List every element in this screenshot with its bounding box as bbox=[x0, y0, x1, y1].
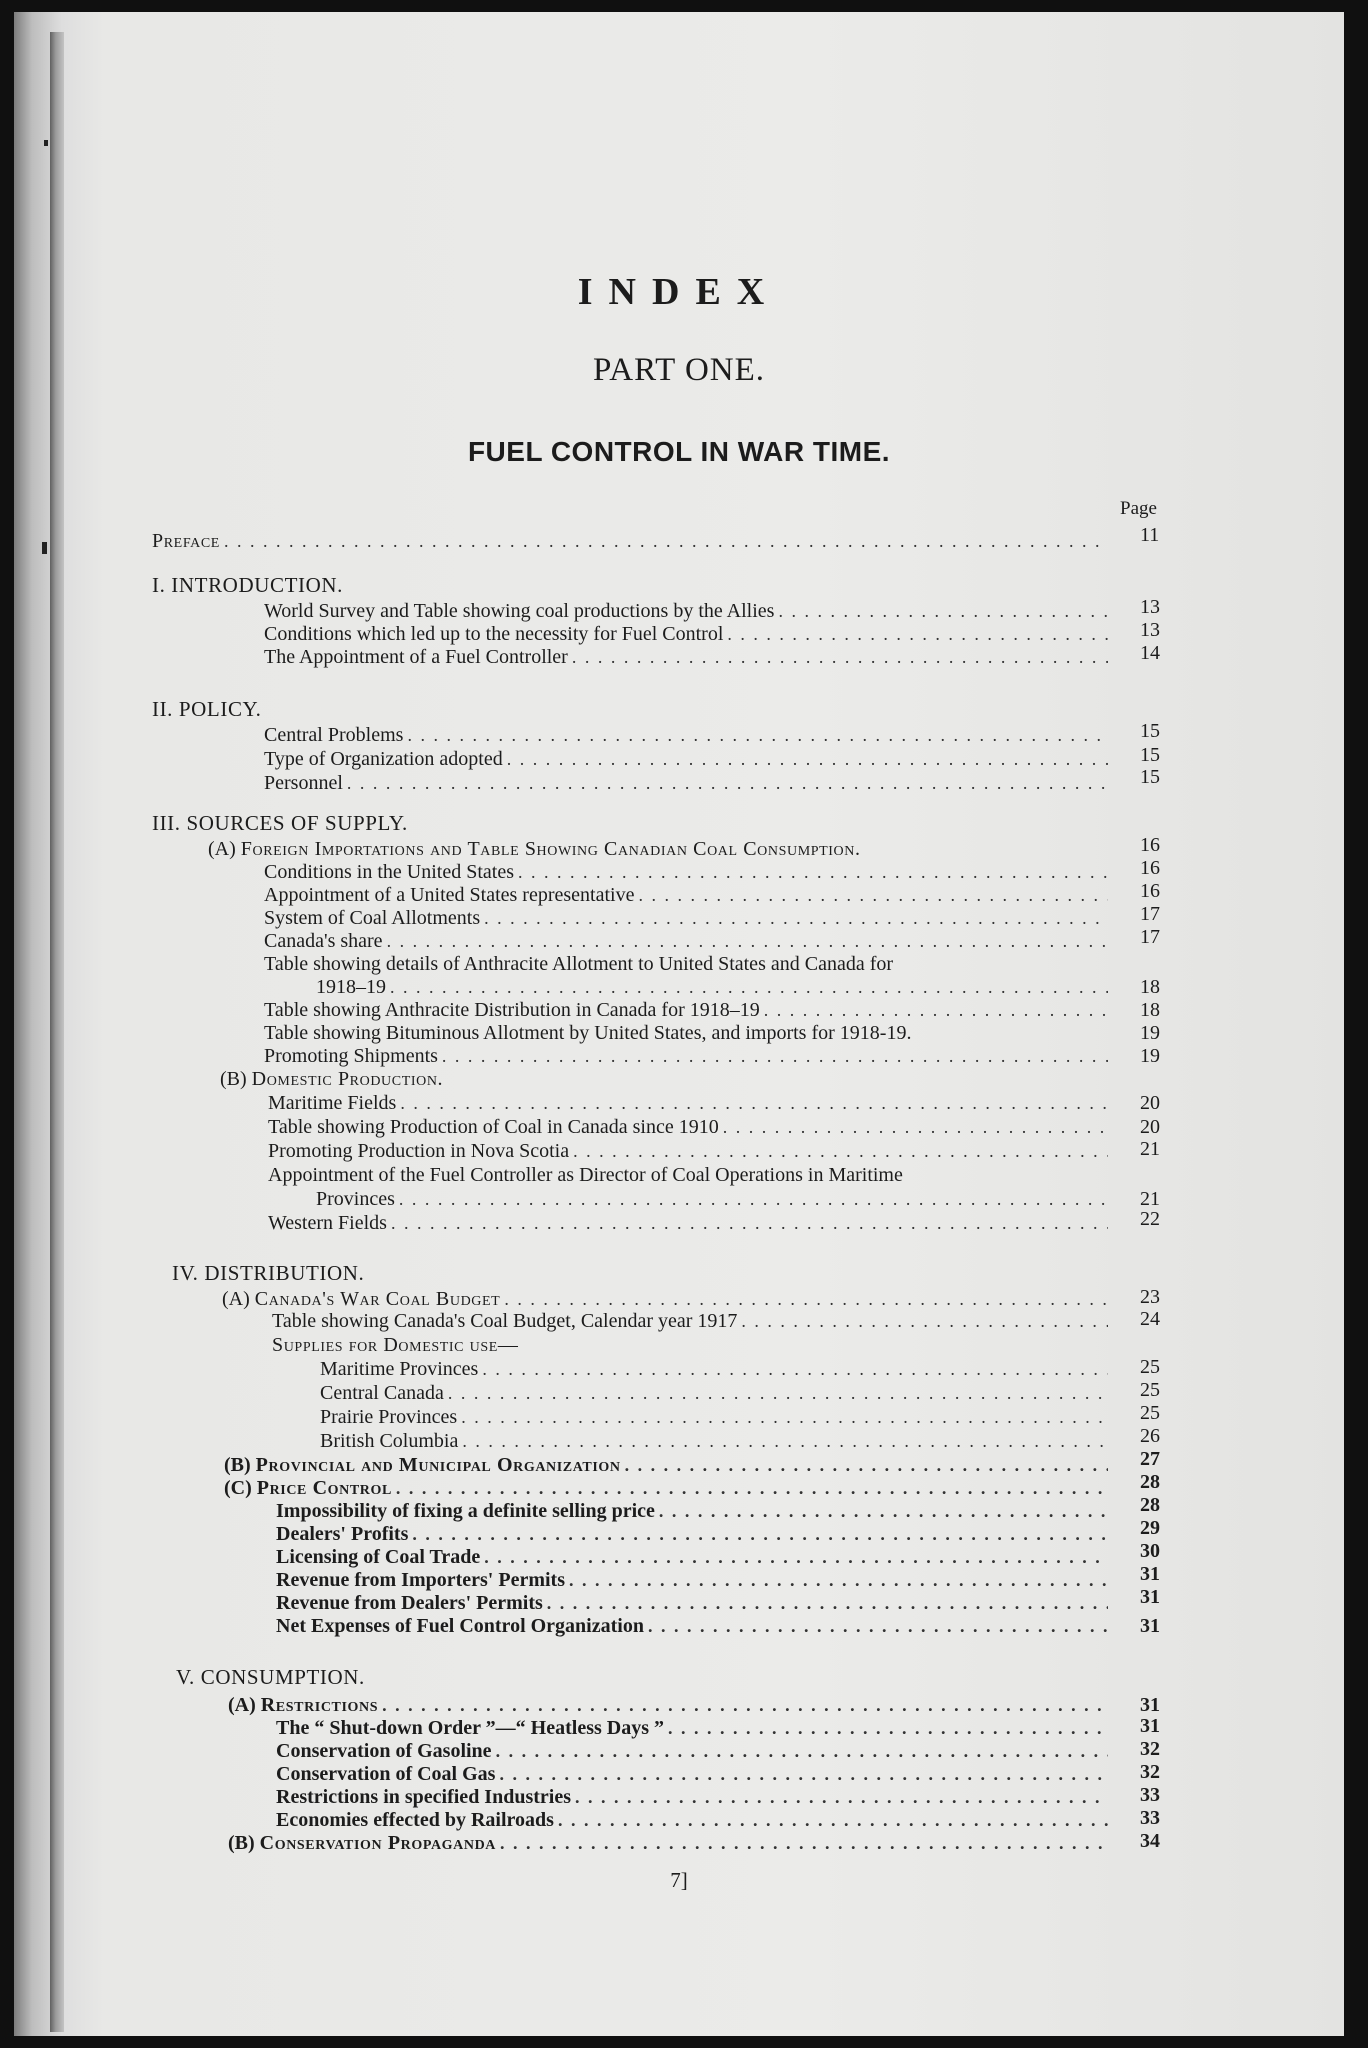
toc-subheading-label: Supplies for Domestic use— bbox=[272, 1334, 519, 1356]
leader-dots bbox=[572, 646, 1108, 668]
toc-entry[interactable] bbox=[320, 1406, 1112, 1428]
leader-dots bbox=[396, 1477, 1108, 1499]
toc-entry[interactable] bbox=[272, 1310, 1112, 1332]
leader-dots bbox=[569, 1569, 1108, 1591]
toc-entry-label: Type of Organization adopted bbox=[264, 748, 503, 770]
toc-page-number: 17 bbox=[1140, 903, 1160, 925]
toc-entry[interactable] bbox=[276, 1809, 1112, 1831]
leader-dots bbox=[484, 907, 1108, 929]
toc-entry-label: Conservation of Gasoline bbox=[276, 1740, 492, 1762]
subsection-prefix: (A) bbox=[228, 1694, 256, 1716]
leader-dots bbox=[482, 1358, 1108, 1380]
toc-entry[interactable] bbox=[268, 1164, 1128, 1186]
section-heading-consumption: V. CONSUMPTION. bbox=[176, 1665, 365, 1689]
leader-dots bbox=[723, 1116, 1108, 1138]
toc-subsection-foreign-importations[interactable] bbox=[208, 838, 1112, 860]
toc-page-number: 20 bbox=[1140, 1092, 1160, 1114]
toc-page-number: 26 bbox=[1140, 1425, 1160, 1447]
toc-entry-label: British Columbia bbox=[320, 1430, 459, 1452]
toc-page-number: 25 bbox=[1140, 1379, 1160, 1401]
toc-page-number: 34 bbox=[1140, 1830, 1160, 1852]
toc-entry-label: Table showing Bituminous Allotment by United States, and imports for 1918-19. bbox=[264, 1022, 912, 1044]
page-title: INDEX bbox=[577, 271, 781, 313]
toc-entry-label: The Appointment of a Fuel Controller bbox=[264, 646, 568, 668]
toc-entry[interactable] bbox=[264, 724, 1112, 746]
toc-entry-label: 1918–19 bbox=[316, 976, 386, 998]
toc-page-number: 15 bbox=[1140, 720, 1160, 742]
toc-entry-label: Promoting Shipments bbox=[264, 1045, 438, 1067]
toc-page-number: 32 bbox=[1140, 1738, 1160, 1760]
toc-entry-label: Restrictions bbox=[260, 1694, 379, 1716]
toc-subsection-conservation-propaganda[interactable] bbox=[228, 1832, 1112, 1854]
toc-page-number: 32 bbox=[1140, 1761, 1160, 1783]
toc-page-number: 13 bbox=[1140, 596, 1160, 618]
toc-entry-label: Personnel bbox=[264, 772, 343, 794]
leader-dots bbox=[461, 1406, 1108, 1428]
toc-entry[interactable] bbox=[268, 1212, 1112, 1234]
toc-entry[interactable] bbox=[264, 772, 1112, 794]
toc-entry-label: Western Fields bbox=[268, 1212, 387, 1234]
toc-entry-label: Revenue from Importers' Permits bbox=[276, 1569, 565, 1591]
toc-entry[interactable] bbox=[264, 884, 1112, 906]
toc-page-number: 23 bbox=[1140, 1286, 1160, 1308]
part-title: PART ONE. bbox=[592, 352, 766, 388]
toc-entry-label: Domestic Production. bbox=[251, 1068, 444, 1090]
leader-dots bbox=[518, 861, 1108, 883]
toc-entry-label: Licensing of Coal Trade bbox=[276, 1546, 481, 1568]
leader-dots bbox=[764, 999, 1108, 1021]
leader-dots bbox=[391, 1212, 1108, 1234]
toc-entry[interactable] bbox=[264, 861, 1112, 883]
toc-entry[interactable] bbox=[264, 999, 1112, 1021]
subsection-prefix: (A) bbox=[222, 1288, 250, 1310]
subsection-prefix: (B) bbox=[220, 1068, 247, 1090]
toc-entry-continuation[interactable] bbox=[316, 976, 1112, 998]
toc-subheading-supplies bbox=[272, 1334, 1112, 1356]
subsection-prefix: (A) bbox=[208, 838, 236, 860]
leader-dots bbox=[407, 724, 1108, 746]
toc-page-number: 19 bbox=[1140, 1045, 1160, 1067]
toc-entry[interactable] bbox=[264, 907, 1112, 929]
toc-entry[interactable] bbox=[264, 1022, 1124, 1044]
toc-entry[interactable] bbox=[264, 600, 1112, 622]
toc-page-number: 16 bbox=[1140, 834, 1160, 856]
leader-dots bbox=[496, 1740, 1108, 1762]
toc-entry-label: Maritime Provinces bbox=[320, 1358, 479, 1380]
toc-page-number: 27 bbox=[1140, 1448, 1160, 1470]
toc-page-number: 30 bbox=[1140, 1540, 1160, 1562]
toc-entry-label: Revenue from Dealers' Permits bbox=[276, 1592, 543, 1614]
toc-entry-label: Dealers' Profits bbox=[276, 1523, 409, 1545]
subsection-prefix: (B) bbox=[228, 1832, 255, 1854]
toc-entry-label: Conservation of Coal Gas bbox=[276, 1763, 496, 1785]
toc-page-number: 15 bbox=[1140, 766, 1160, 788]
toc-entry[interactable] bbox=[268, 1116, 1112, 1138]
toc-entry-label: The “ Shut-down Order ”—“ Heatless Days ” bbox=[276, 1717, 664, 1739]
toc-entry-continuation[interactable] bbox=[316, 1188, 1112, 1210]
subsection-prefix: (B) bbox=[224, 1454, 251, 1476]
toc-entry-label: Net Expenses of Fuel Control Organization bbox=[276, 1615, 644, 1637]
toc-entry-label: Preface bbox=[152, 530, 220, 552]
toc-subsection-price-control[interactable] bbox=[224, 1477, 1112, 1499]
leader-dots bbox=[224, 530, 1108, 552]
toc-entry-label: Appointment of a United States representative bbox=[264, 884, 635, 906]
leader-dots bbox=[625, 1454, 1108, 1476]
toc-entry[interactable] bbox=[264, 646, 1112, 668]
subsection-prefix: (C) bbox=[224, 1477, 252, 1499]
leader-dots bbox=[558, 1809, 1108, 1831]
toc-entry[interactable] bbox=[320, 1382, 1112, 1404]
leader-dots bbox=[499, 1763, 1108, 1785]
toc-entry[interactable] bbox=[276, 1569, 1112, 1591]
toc-entry-label: Canada's War Coal Budget bbox=[254, 1288, 501, 1310]
toc-entry-label: Table showing details of Anthracite Allotment to United States and Canada for bbox=[264, 953, 894, 975]
toc-entry-label: Price Control bbox=[256, 1477, 392, 1499]
toc-page-number: 17 bbox=[1140, 926, 1160, 948]
toc-page-number: 33 bbox=[1140, 1807, 1160, 1829]
leader-dots bbox=[668, 1717, 1108, 1739]
page-column-header: Page bbox=[1120, 498, 1157, 519]
toc-page-number: 14 bbox=[1140, 642, 1160, 664]
toc-page-number: 31 bbox=[1140, 1715, 1160, 1737]
toc-page-number: 15 bbox=[1140, 744, 1160, 766]
toc-entry-label: Canada's share bbox=[264, 930, 383, 952]
toc-entry[interactable] bbox=[276, 1523, 1112, 1545]
leader-dots bbox=[547, 1592, 1108, 1614]
toc-entry-label: Conservation Propaganda bbox=[259, 1832, 496, 1854]
part-subtitle: FUEL CONTROL IN WAR TIME. bbox=[467, 436, 891, 467]
toc-page-number: 29 bbox=[1140, 1517, 1160, 1539]
toc-page-number: 31 bbox=[1140, 1586, 1160, 1608]
toc-page-number: 25 bbox=[1140, 1402, 1160, 1424]
leader-dots bbox=[778, 600, 1108, 622]
toc-subsection-war-coal-budget[interactable] bbox=[222, 1288, 1112, 1310]
toc-entry[interactable] bbox=[276, 1786, 1112, 1808]
toc-entry-preface[interactable] bbox=[152, 530, 1112, 552]
toc-entry-label: Central Problems bbox=[264, 724, 404, 746]
toc-page-number: 13 bbox=[1140, 619, 1160, 641]
leader-dots bbox=[741, 1310, 1108, 1332]
toc-subsection-restrictions[interactable] bbox=[228, 1694, 1112, 1716]
toc-entry[interactable] bbox=[276, 1592, 1112, 1614]
toc-entry[interactable] bbox=[264, 930, 1112, 952]
leader-dots bbox=[399, 1188, 1108, 1210]
toc-page-number: 18 bbox=[1140, 999, 1160, 1021]
leader-dots bbox=[400, 1092, 1108, 1114]
toc-page-number: 31 bbox=[1140, 1563, 1160, 1585]
book-page bbox=[14, 12, 1344, 2036]
toc-page-number: 18 bbox=[1140, 976, 1160, 998]
toc-entry-label: Maritime Fields bbox=[268, 1092, 397, 1114]
leader-dots bbox=[347, 772, 1108, 794]
leader-dots bbox=[448, 1382, 1108, 1404]
leader-dots bbox=[504, 1288, 1108, 1310]
toc-entry[interactable] bbox=[276, 1717, 1112, 1739]
leader-dots bbox=[573, 1140, 1108, 1162]
page-folio: 7] bbox=[670, 1868, 688, 1892]
section-heading-sources-of-supply: III. SOURCES OF SUPPLY. bbox=[152, 811, 408, 835]
toc-entry[interactable] bbox=[268, 1092, 1112, 1114]
toc-entry-label: Appointment of the Fuel Controller as Director of Coal Operations in Maritime bbox=[268, 1164, 903, 1186]
toc-entry[interactable] bbox=[276, 1763, 1112, 1785]
toc-page-number: 24 bbox=[1140, 1308, 1160, 1330]
toc-entry-label: Table showing Canada's Coal Budget, Calendar year 1917 bbox=[272, 1310, 738, 1332]
leader-dots bbox=[387, 930, 1108, 952]
toc-entry[interactable] bbox=[264, 623, 1112, 645]
leader-dots bbox=[575, 1786, 1108, 1808]
toc-page-number: 28 bbox=[1140, 1494, 1160, 1516]
toc-entry[interactable] bbox=[320, 1358, 1112, 1380]
leader-dots bbox=[442, 1045, 1108, 1067]
leader-dots bbox=[500, 1832, 1108, 1854]
toc-page-number: 25 bbox=[1140, 1356, 1160, 1378]
toc-entry-label: Conditions in the United States bbox=[264, 861, 514, 883]
toc-entry-label: Table showing Anthracite Distribution in Canada for 1918–19 bbox=[264, 999, 760, 1021]
toc-entry[interactable] bbox=[276, 1500, 1112, 1522]
toc-entry-label: Impossibility of fixing a definite selling price bbox=[276, 1500, 655, 1522]
toc-entry[interactable] bbox=[276, 1546, 1112, 1568]
leader-dots bbox=[390, 976, 1108, 998]
toc-entry-label: World Survey and Table showing coal productions by the Allies bbox=[264, 600, 775, 622]
toc-subsection-provincial-organization[interactable] bbox=[224, 1454, 1112, 1476]
toc-entry-label: Provincial and Municipal Organization bbox=[255, 1454, 621, 1476]
leader-dots bbox=[648, 1615, 1108, 1637]
toc-entry-label: System of Coal Allotments bbox=[264, 907, 481, 929]
toc-page-number: 20 bbox=[1140, 1116, 1160, 1138]
toc-entry-label: Conditions which led up to the necessity for Fuel Control bbox=[264, 623, 724, 645]
toc-page-number: 22 bbox=[1140, 1208, 1160, 1230]
toc-page-number: 11 bbox=[1140, 524, 1160, 546]
toc-entry-label: Central Canada bbox=[320, 1382, 444, 1404]
leader-dots bbox=[412, 1523, 1108, 1545]
index-content bbox=[14, 12, 1344, 2036]
toc-page-number: 21 bbox=[1140, 1188, 1160, 1210]
toc-entry-label: Provinces bbox=[316, 1188, 395, 1210]
toc-entry[interactable] bbox=[264, 953, 1112, 975]
leader-dots bbox=[727, 623, 1108, 645]
toc-entry[interactable] bbox=[276, 1740, 1112, 1762]
toc-entry-label: Promoting Production in Nova Scotia bbox=[268, 1140, 570, 1162]
toc-entry[interactable] bbox=[276, 1615, 1112, 1637]
toc-page-number: 21 bbox=[1140, 1138, 1160, 1160]
leader-dots bbox=[462, 1430, 1108, 1452]
toc-page-number: 16 bbox=[1140, 880, 1160, 902]
toc-entry[interactable] bbox=[268, 1140, 1112, 1162]
section-heading-distribution: IV. DISTRIBUTION. bbox=[172, 1261, 365, 1285]
toc-entry[interactable] bbox=[264, 748, 1112, 770]
toc-entry-label: Table showing Production of Coal in Canada since 1910 bbox=[268, 1116, 719, 1138]
toc-entry[interactable] bbox=[320, 1430, 1112, 1452]
section-heading-introduction: I. INTRODUCTION. bbox=[152, 573, 343, 597]
toc-entry-label: Economies effected by Railroads bbox=[276, 1809, 554, 1831]
toc-entry-label: Foreign Importations and Table Showing Canadian Coal Consumption. bbox=[240, 838, 861, 860]
toc-page-number: 33 bbox=[1140, 1784, 1160, 1806]
toc-entry-label: Prairie Provinces bbox=[320, 1406, 458, 1428]
toc-page-number: 16 bbox=[1140, 857, 1160, 879]
leader-dots bbox=[638, 884, 1108, 906]
leader-dots bbox=[484, 1546, 1108, 1568]
toc-subsection-domestic-production[interactable] bbox=[220, 1068, 1112, 1090]
toc-entry[interactable] bbox=[264, 1045, 1112, 1067]
toc-page-number: 19 bbox=[1140, 1022, 1160, 1044]
section-heading-policy: II. POLICY. bbox=[152, 697, 262, 721]
toc-page-number: 31 bbox=[1140, 1694, 1160, 1716]
toc-page-number: 31 bbox=[1140, 1615, 1160, 1637]
leader-dots bbox=[507, 748, 1108, 770]
leader-dots bbox=[382, 1694, 1108, 1716]
leader-dots bbox=[659, 1500, 1108, 1522]
toc-entry-label: Restrictions in specified Industries bbox=[276, 1786, 571, 1808]
toc-page-number: 28 bbox=[1140, 1471, 1160, 1493]
